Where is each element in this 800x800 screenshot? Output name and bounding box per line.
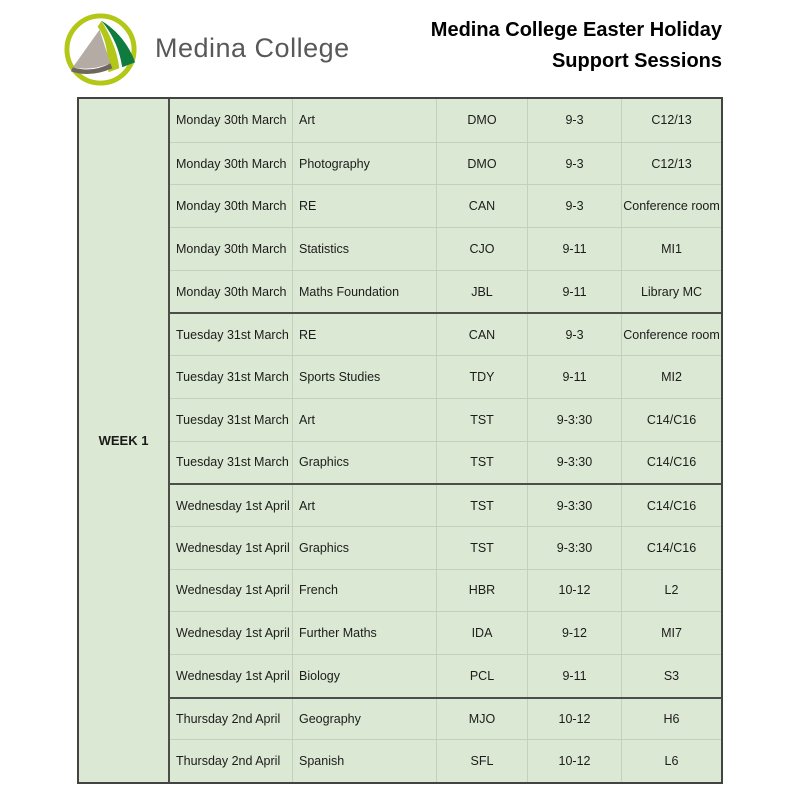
cell-room: MI2 [621,356,721,398]
table-row [170,355,721,398]
cell-room: MI7 [621,612,721,654]
cell-date: Tuesday 31st March [176,412,289,427]
table-row [170,611,721,654]
page-title [302,15,722,77]
cell-time: 9-11 [527,271,621,313]
cell-date: Tuesday 31st March [176,327,289,342]
table-row [170,739,721,782]
cell-room: L6 [621,740,721,782]
cell-date: Tuesday 31st March [176,455,289,470]
cell-staff: JBL [436,271,527,313]
cell-time: 10-12 [527,699,621,740]
cell-time: 9-11 [527,655,621,697]
brand-name: Medina College [155,32,350,63]
cell-subject: RE [292,185,436,227]
table-row [170,441,721,484]
cell-subject: Spanish [292,740,436,782]
cell-staff: TST [436,399,527,441]
cell-time: 9-3:30 [527,527,621,569]
cell-room: C14/C16 [621,442,721,484]
cell-staff: SFL [436,740,527,782]
cell-subject: Statistics [292,228,436,270]
cell-staff: MJO [436,699,527,740]
cell-room: L2 [621,570,721,612]
cell-room: C12/13 [621,143,721,185]
table-row [170,312,721,355]
cell-room: MI1 [621,228,721,270]
cell-staff: TST [436,527,527,569]
table-row [170,184,721,227]
cell-time: 9-3:30 [527,399,621,441]
cell-date: Monday 30th March [176,241,287,256]
cell-subject: Photography [292,143,436,185]
cell-subject: French [292,570,436,612]
cell-time: 9-3 [527,314,621,355]
cell-date: Tuesday 31st March [176,369,289,384]
cell-time: 9-3 [527,143,621,185]
cell-room: Conference room [621,185,721,227]
cell-date: Monday 30th March [176,113,287,128]
cell-time: 10-12 [527,570,621,612]
cell-time: 9-11 [527,356,621,398]
medina-college-logo-icon [62,9,141,88]
table-row [170,398,721,441]
table-row [170,270,721,313]
table-row [170,227,721,270]
table-row [170,697,721,740]
cell-room: C14/C16 [621,527,721,569]
table-row [170,99,721,142]
cell-room: C12/13 [621,99,721,142]
cell-room: C14/C16 [621,485,721,526]
cell-time: 9-3 [527,99,621,142]
cell-time: 9-3:30 [527,442,621,484]
cell-date: Wednesday 1st April [176,583,290,598]
week-label-cell: WEEK 1 [79,99,170,782]
cell-staff: CAN [436,314,527,355]
cell-subject: Art [292,485,436,526]
cell-date: Wednesday 1st April [176,540,290,555]
cell-room: Conference room [621,314,721,355]
cell-staff: IDA [436,612,527,654]
cell-time: 9-11 [527,228,621,270]
table-row [170,654,721,697]
cell-staff: CAN [436,185,527,227]
cell-staff: PCL [436,655,527,697]
cell-room: H6 [621,699,721,740]
cell-subject: Graphics [292,442,436,484]
cell-date: Wednesday 1st April [176,668,290,683]
cell-staff: DMO [436,99,527,142]
cell-date: Monday 30th March [176,284,287,299]
cell-date: Thursday 2nd April [176,754,281,769]
table-row [170,142,721,185]
cell-staff: DMO [436,143,527,185]
cell-date: Wednesday 1st April [176,626,290,641]
cell-date: Thursday 2nd April [176,711,281,726]
page-title-line2: Support Sessions [551,50,722,72]
page-title-line1: Medina College Easter Holiday [430,19,722,41]
cell-time: 10-12 [527,740,621,782]
cell-subject: Further Maths [292,612,436,654]
cell-subject: Biology [292,655,436,697]
cell-staff: HBR [436,570,527,612]
table-row [170,569,721,612]
cell-subject: Maths Foundation [292,271,436,313]
cell-time: 9-3 [527,185,621,227]
cell-room: Library MC [621,271,721,313]
cell-staff: TDY [436,356,527,398]
cell-staff: TST [436,485,527,526]
table-row [170,526,721,569]
cell-time: 9-12 [527,612,621,654]
cell-subject: Geography [292,699,436,740]
cell-staff: CJO [436,228,527,270]
schedule-table [77,97,723,784]
table-rows [170,99,721,782]
cell-subject: Art [292,399,436,441]
cell-room: C14/C16 [621,399,721,441]
cell-time: 9-3:30 [527,485,621,526]
cell-subject: Art [292,99,436,142]
cell-subject: Sports Studies [292,356,436,398]
cell-date: Wednesday 1st April [176,498,290,513]
cell-room: S3 [621,655,721,697]
cell-staff: TST [436,442,527,484]
cell-subject: Graphics [292,527,436,569]
table-row [170,483,721,526]
cell-date: Monday 30th March [176,156,287,171]
cell-date: Monday 30th March [176,199,287,214]
cell-subject: RE [292,314,436,355]
